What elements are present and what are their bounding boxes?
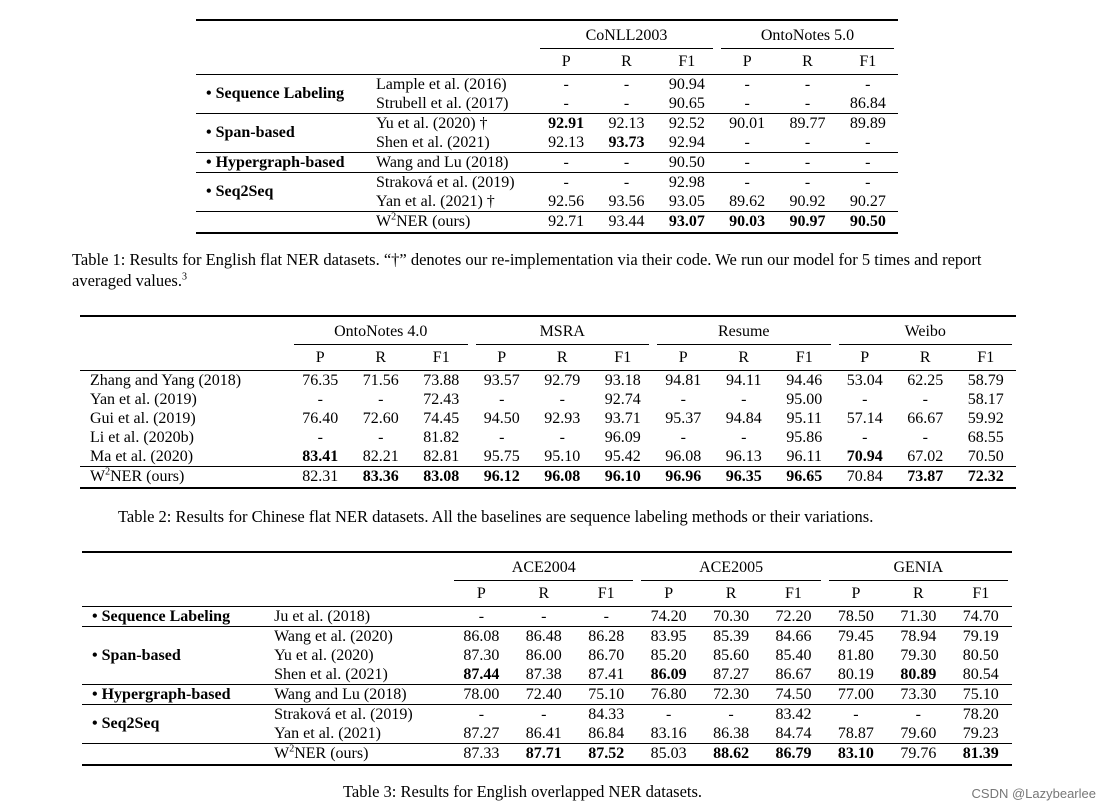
table-cell: 92.94 xyxy=(668,133,705,151)
table-cell: - xyxy=(838,172,898,192)
method-name: Yan et al. (2019) xyxy=(90,390,197,408)
method-name: Yu et al. (2020) † xyxy=(376,113,536,133)
table-cell: 93.71 xyxy=(604,409,641,427)
method-category: • Hypergraph-based xyxy=(196,152,376,172)
method-name: Strubell et al. (2017) xyxy=(376,94,509,112)
table-cell: 96.13 xyxy=(725,447,762,465)
table-cell: 78.50 xyxy=(837,607,874,625)
table-cell: 83.08 xyxy=(411,466,472,488)
table-cell: 94.84 xyxy=(725,409,762,427)
method-category: • Seq2Seq xyxy=(196,172,376,211)
table-cell: 76.40 xyxy=(302,409,339,427)
column-group-header: GENIA xyxy=(825,552,1012,582)
table-cell: 90.50 xyxy=(657,152,717,172)
table-cell: 82.21 xyxy=(362,447,399,465)
table-cell: 58.79 xyxy=(967,371,1004,389)
table-cell: 73.88 xyxy=(423,371,460,389)
table-cell: 95.86 xyxy=(786,428,823,446)
table-cell: 75.10 xyxy=(950,684,1012,704)
table-cell: 87.27 xyxy=(463,724,500,742)
table-row-ours xyxy=(196,211,898,233)
column-group-header: ACE2004 xyxy=(450,552,637,582)
table-cell: 89.89 xyxy=(838,113,898,133)
table-row xyxy=(80,370,1016,390)
table-cell: 90.01 xyxy=(717,113,777,133)
table-cell: 71.30 xyxy=(900,607,937,625)
table-cell: 78.00 xyxy=(450,684,512,704)
method-category: • Sequence Labeling xyxy=(92,607,231,625)
method-name: Shen et al. (2021) xyxy=(376,133,490,151)
method-name: $W^2NER$ (ours) xyxy=(80,466,290,488)
table-cell: 92.13 xyxy=(596,113,656,133)
method-name: Lample et al. (2016) xyxy=(376,75,507,93)
table-cell: 83.36 xyxy=(351,466,412,488)
table-cell: 85.03 xyxy=(637,743,699,765)
table-row xyxy=(80,409,1016,428)
table-cell: 80.50 xyxy=(962,646,999,664)
column-group-header: Resume xyxy=(653,316,835,346)
table-cell: 86.08 xyxy=(450,626,512,646)
column-header: R xyxy=(596,50,656,74)
method-name: Straková et al. (2019) xyxy=(274,704,450,724)
column-group-header: MSRA xyxy=(472,316,654,346)
table-cell: - xyxy=(700,704,762,724)
table-cell: 83.41 xyxy=(302,447,339,465)
table-row xyxy=(80,447,1016,467)
method-name: Yu et al. (2020) xyxy=(274,646,374,664)
table-cell: - xyxy=(777,172,837,192)
table-cell: 89.77 xyxy=(777,113,837,133)
table-cell: 75.10 xyxy=(575,684,637,704)
table-cell: 83.42 xyxy=(762,704,824,724)
table-cell: 86.79 xyxy=(762,743,824,765)
table3-caption: Table 3: Results for English overlapped NER datasets. xyxy=(343,782,703,801)
table-cell: 93.07 xyxy=(657,211,717,233)
table-cell: 81.39 xyxy=(950,743,1012,765)
column-group-header: OntoNotes 4.0 xyxy=(290,316,472,346)
table1-caption: Table 1: Results for English flat NER datasets. “†” denotes our re-implementation via their code. We run our model for 5 times and report averaged values.$^3$ xyxy=(72,250,982,290)
table-cell: 95.11 xyxy=(786,409,822,427)
table-cell: 74.50 xyxy=(762,684,824,704)
method-category: • Span-based xyxy=(82,626,274,684)
method-name: $W^2NER$ (ours) xyxy=(376,211,536,233)
column-header: R xyxy=(700,582,762,606)
table-row xyxy=(82,626,1012,646)
table-cell: - xyxy=(478,607,485,625)
table-cell: 82.81 xyxy=(423,447,460,465)
table-cell: 66.67 xyxy=(907,409,944,427)
table-cell: 87.27 xyxy=(713,665,750,683)
table2-chinese-flat-ner xyxy=(80,315,1016,489)
column-header: P xyxy=(637,582,699,606)
table-cell: 70.50 xyxy=(967,447,1004,465)
table-cell: 88.62 xyxy=(700,743,762,765)
table-cell: 83.10 xyxy=(825,743,887,765)
table-cell: 73.30 xyxy=(887,684,949,704)
table-cell: 86.70 xyxy=(588,646,625,664)
method-name: $W^2NER$ (ours) xyxy=(274,743,450,765)
table-cell: 82.31 xyxy=(290,466,351,488)
column-header: P xyxy=(653,346,714,370)
table-cell: 90.27 xyxy=(849,192,886,210)
table-row xyxy=(80,390,1016,409)
table-cell: 92.98 xyxy=(657,172,717,192)
table-cell: - xyxy=(563,75,569,93)
column-header: R xyxy=(714,346,775,370)
column-header: F1 xyxy=(593,346,654,370)
method-name: Wang and Lu (2018) xyxy=(376,152,536,172)
table1-english-flat-ner xyxy=(196,19,898,234)
table-cell: 92.13 xyxy=(548,133,585,151)
table-cell: - xyxy=(563,94,569,112)
table-cell: 95.00 xyxy=(786,390,823,408)
table-cell: 92.74 xyxy=(604,390,641,408)
method-name: Straková et al. (2019) xyxy=(376,172,536,192)
table-cell: - xyxy=(559,390,565,408)
table-cell: 93.18 xyxy=(604,371,641,389)
table-cell: 79.60 xyxy=(900,724,937,742)
table-cell: 84.66 xyxy=(762,626,824,646)
table-cell: 62.25 xyxy=(907,371,944,389)
table-cell: 92.79 xyxy=(544,371,581,389)
table-cell: 84.74 xyxy=(775,724,812,742)
table-cell: 79.30 xyxy=(900,646,937,664)
table-cell: 92.93 xyxy=(544,409,581,427)
table-cell: 86.38 xyxy=(713,724,750,742)
table-cell: - xyxy=(450,704,512,724)
table-cell: 85.40 xyxy=(775,646,812,664)
table-cell: 79.23 xyxy=(962,724,999,742)
table-cell: 79.45 xyxy=(825,626,887,646)
method-name: Wang and Lu (2018) xyxy=(274,684,450,704)
table-cell: 87.30 xyxy=(463,646,500,664)
method-category: • Sequence Labeling xyxy=(206,85,345,102)
table-cell: - xyxy=(596,152,656,172)
table-cell: - xyxy=(317,390,323,408)
table-cell: 85.60 xyxy=(713,646,750,664)
table-cell: - xyxy=(922,428,928,446)
table-cell: - xyxy=(378,390,384,408)
table-cell: 84.33 xyxy=(575,704,637,724)
column-header: P xyxy=(450,582,512,606)
table-cell: - xyxy=(680,428,686,446)
column-header: F1 xyxy=(575,582,637,606)
table-cell: 78.87 xyxy=(837,724,874,742)
table-cell: 87.33 xyxy=(450,743,512,765)
column-header: F1 xyxy=(411,346,472,370)
table-cell: 86.84 xyxy=(849,94,886,112)
table-cell: - xyxy=(623,94,630,112)
table-cell: - xyxy=(744,133,750,151)
column-header: P xyxy=(835,346,896,370)
table-cell: 53.04 xyxy=(846,371,883,389)
table-row xyxy=(196,152,898,172)
table-cell: 57.14 xyxy=(846,409,883,427)
table-cell: - xyxy=(804,94,811,112)
method-category: • Hypergraph-based xyxy=(82,684,274,704)
table-cell: 80.89 xyxy=(900,665,937,683)
table-cell: - xyxy=(741,428,747,446)
column-header: P xyxy=(290,346,351,370)
table-cell: - xyxy=(541,607,547,625)
column-header: R xyxy=(777,50,837,74)
table-row xyxy=(196,74,898,94)
column-header: R xyxy=(895,346,956,370)
method-category: • Seq2Seq xyxy=(82,704,274,743)
table-cell: 80.54 xyxy=(962,665,999,683)
table-cell: 96.09 xyxy=(604,428,641,446)
method-name: Zhang and Yang (2018) xyxy=(90,371,242,389)
table-cell: 96.11 xyxy=(786,447,822,465)
table-cell: 85.39 xyxy=(700,626,762,646)
table-cell: 94.46 xyxy=(786,371,823,389)
table-cell: 83.95 xyxy=(637,626,699,646)
table-row xyxy=(82,684,1012,704)
table-cell: - xyxy=(804,133,811,151)
table-cell: 86.00 xyxy=(525,646,562,664)
column-header: P xyxy=(536,50,596,74)
column-header: R xyxy=(532,346,593,370)
table-cell: 95.42 xyxy=(604,447,641,465)
table-cell: 67.02 xyxy=(907,447,944,465)
column-group-header: ACE2005 xyxy=(637,552,824,582)
method-name: Ju et al. (2018) xyxy=(274,607,371,625)
method-name: Wang et al. (2020) xyxy=(274,626,450,646)
table-cell: 87.41 xyxy=(588,665,625,683)
table-cell: - xyxy=(744,75,750,93)
table-cell: 72.32 xyxy=(956,466,1017,488)
column-header: F1 xyxy=(657,50,717,74)
table-row-ours xyxy=(82,743,1012,765)
method-name: Yan et al. (2021) xyxy=(274,724,381,742)
table-cell: - xyxy=(680,390,686,408)
table-cell: - xyxy=(536,152,596,172)
table-cell: 87.52 xyxy=(575,743,637,765)
table-row xyxy=(196,172,898,192)
table-cell: 78.94 xyxy=(887,626,949,646)
column-header: R xyxy=(513,582,575,606)
table-cell: 90.03 xyxy=(717,211,777,233)
table-cell: 72.30 xyxy=(700,684,762,704)
table-cell: 96.12 xyxy=(472,466,533,488)
table-cell: - xyxy=(637,704,699,724)
method-name: Ma et al. (2020) xyxy=(90,447,194,465)
table-cell: 90.94 xyxy=(668,75,705,93)
table-cell: 92.91 xyxy=(536,113,596,133)
table-cell: 94.81 xyxy=(665,371,702,389)
table-cell: 89.62 xyxy=(729,192,766,210)
table-cell: 93.56 xyxy=(608,192,645,210)
table-cell: - xyxy=(865,133,871,151)
table-cell: - xyxy=(717,152,777,172)
table-cell: 74.20 xyxy=(650,607,687,625)
table-cell: 76.80 xyxy=(637,684,699,704)
table-cell: 96.96 xyxy=(653,466,714,488)
column-header: R xyxy=(351,346,412,370)
column-header: F1 xyxy=(950,582,1012,606)
table-cell: 86.67 xyxy=(775,665,812,683)
column-header: P xyxy=(472,346,533,370)
table-cell: - xyxy=(862,428,868,446)
table-cell: 96.65 xyxy=(774,466,835,488)
table-cell: 95.10 xyxy=(544,447,581,465)
table-cell: 87.71 xyxy=(513,743,575,765)
table-cell: - xyxy=(741,390,747,408)
method-name: Gui et al. (2019) xyxy=(90,409,196,427)
table-cell: - xyxy=(804,75,811,93)
table-cell: - xyxy=(317,428,323,446)
table-cell: - xyxy=(887,704,949,724)
column-group-header: OntoNotes 5.0 xyxy=(717,20,898,50)
table-cell: 96.08 xyxy=(665,447,702,465)
table-cell: 92.56 xyxy=(548,192,585,210)
method-name: Yan et al. (2021) † xyxy=(376,192,495,210)
table-cell: 81.82 xyxy=(423,428,460,446)
table-cell: - xyxy=(499,390,505,408)
table-cell: 70.94 xyxy=(846,447,883,465)
table-cell: - xyxy=(513,704,575,724)
table-cell: 81.80 xyxy=(837,646,874,664)
table3-english-overlapped-ner xyxy=(82,551,1012,766)
table-cell: 74.70 xyxy=(962,607,999,625)
table-cell: 90.97 xyxy=(777,211,837,233)
table-cell: 96.10 xyxy=(593,466,654,488)
table-cell: - xyxy=(838,152,898,172)
table-cell: - xyxy=(499,428,505,446)
table-cell: - xyxy=(378,428,384,446)
table-cell: 93.57 xyxy=(483,371,520,389)
table-cell: 93.44 xyxy=(596,211,656,233)
table-cell: 80.19 xyxy=(837,665,874,683)
column-header: F1 xyxy=(838,50,898,74)
table-cell: 86.28 xyxy=(575,626,637,646)
column-header: F1 xyxy=(762,582,824,606)
table-cell: 76.35 xyxy=(302,371,339,389)
table-cell: - xyxy=(744,94,750,112)
table-row xyxy=(82,704,1012,724)
method-name: Li et al. (2020b) xyxy=(90,428,194,446)
table-cell: 87.38 xyxy=(525,665,562,683)
table-cell: 71.56 xyxy=(362,371,399,389)
table-cell: - xyxy=(603,607,609,625)
table-cell: - xyxy=(825,704,887,724)
table-cell: - xyxy=(596,172,656,192)
table-cell: 86.48 xyxy=(513,626,575,646)
table-cell: 85.20 xyxy=(650,646,687,664)
table-cell: 92.52 xyxy=(657,113,717,133)
table-cell: 83.16 xyxy=(650,724,687,742)
table-cell: - xyxy=(717,172,777,192)
table-cell: 94.50 xyxy=(483,409,520,427)
column-header: R xyxy=(887,582,949,606)
table-cell: 90.50 xyxy=(838,211,898,233)
table-cell: 90.92 xyxy=(789,192,826,210)
table-cell: 86.09 xyxy=(650,665,687,683)
table-cell: 72.40 xyxy=(513,684,575,704)
table-cell: 72.20 xyxy=(775,607,812,625)
table-cell: - xyxy=(777,152,837,172)
table-cell: 93.73 xyxy=(608,133,645,151)
column-header: P xyxy=(825,582,887,606)
table-row xyxy=(82,606,1012,626)
table-cell: 73.87 xyxy=(895,466,956,488)
table-row xyxy=(196,113,898,133)
table-cell: 58.17 xyxy=(967,390,1004,408)
column-group-header: CoNLL2003 xyxy=(536,20,717,50)
table-cell: 86.84 xyxy=(588,724,625,742)
watermark: CSDN @Lazybearlee xyxy=(971,786,1096,801)
method-name: Shen et al. (2021) xyxy=(274,665,388,683)
table-cell: 93.05 xyxy=(668,192,705,210)
table-cell: 90.65 xyxy=(668,94,705,112)
table-cell: 96.08 xyxy=(532,466,593,488)
table-cell: 68.55 xyxy=(967,428,1004,446)
column-group-header: Weibo xyxy=(835,316,1017,346)
column-header: F1 xyxy=(774,346,835,370)
table-cell: - xyxy=(922,390,928,408)
table-cell: 72.60 xyxy=(362,409,399,427)
column-header: F1 xyxy=(956,346,1017,370)
table-cell: 87.44 xyxy=(463,665,500,683)
table-row xyxy=(80,428,1016,447)
table-cell: - xyxy=(559,428,565,446)
table-cell: 95.37 xyxy=(665,409,702,427)
table-cell: 86.41 xyxy=(525,724,562,742)
table-cell: 77.00 xyxy=(825,684,887,704)
table-cell: 79.76 xyxy=(887,743,949,765)
table-row-ours xyxy=(80,466,1016,488)
table-cell: - xyxy=(623,75,630,93)
table-cell: 70.84 xyxy=(835,466,896,488)
table-cell: 96.35 xyxy=(714,466,775,488)
table-cell: 79.19 xyxy=(950,626,1012,646)
table-cell: 95.75 xyxy=(483,447,520,465)
table2-caption: Table 2: Results for Chinese flat NER datasets. All the baselines are sequence labeling methods or their variations. xyxy=(118,507,874,526)
table-cell: - xyxy=(862,390,868,408)
column-header: P xyxy=(717,50,777,74)
table-cell: 92.71 xyxy=(536,211,596,233)
method-category: • Span-based xyxy=(196,113,376,152)
table-cell: 59.92 xyxy=(967,409,1004,427)
table-cell: - xyxy=(865,75,871,93)
table-cell: 78.20 xyxy=(950,704,1012,724)
table-cell: 74.45 xyxy=(423,409,460,427)
table-cell: - xyxy=(536,172,596,192)
table-cell: 70.30 xyxy=(713,607,750,625)
table-cell: 94.11 xyxy=(726,371,762,389)
table-cell: 72.43 xyxy=(423,390,460,408)
